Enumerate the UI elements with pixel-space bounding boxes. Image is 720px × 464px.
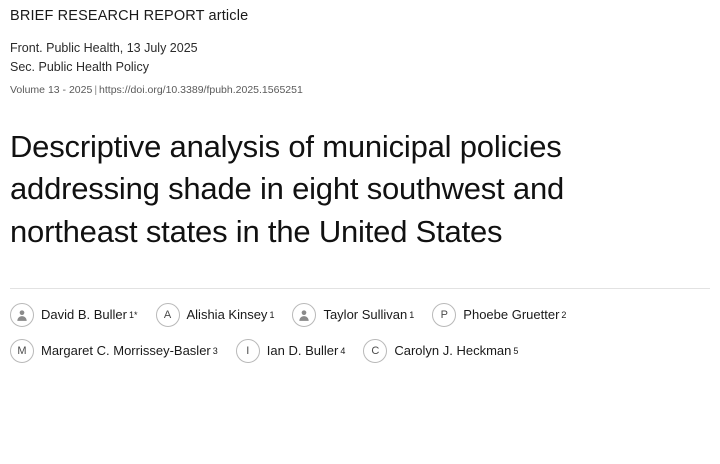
- avatar-initial: M: [10, 339, 34, 363]
- author-entry[interactable]: [10, 303, 138, 327]
- author-affiliation: 1: [409, 309, 415, 320]
- avatar-initial: I: [236, 339, 260, 363]
- journal-section-line: Sec. Public Health Policy: [10, 60, 149, 75]
- author-affiliation: 4: [340, 345, 346, 356]
- avatar-initial: A: [156, 303, 180, 327]
- article-type-label: BRIEF RESEARCH REPORT article: [10, 8, 249, 24]
- author-affiliation: 5: [513, 345, 519, 356]
- author-name: Margaret C. Morrissey-Basler: [41, 343, 211, 359]
- person-icon: [292, 303, 316, 327]
- avatar-initial: C: [363, 339, 387, 363]
- doi-link[interactable]: https://doi.org/10.3389/fpubh.2025.1565251: [99, 83, 303, 96]
- author-entry[interactable]: [292, 303, 414, 327]
- author-name: Carolyn J. Heckman: [394, 343, 512, 359]
- volume-label: Volume 13 - 2025: [10, 83, 93, 96]
- author-entry[interactable]: [363, 339, 518, 363]
- author-name: Alishia Kinsey: [186, 307, 268, 323]
- author-affiliation: 3: [212, 345, 218, 356]
- avatar-initial: P: [432, 303, 456, 327]
- author-name: Taylor Sullivan: [323, 307, 408, 323]
- author-entry[interactable]: [10, 339, 218, 363]
- journal-publication-line: Front. Public Health, 13 July 2025: [10, 41, 198, 56]
- author-affiliation: 2: [561, 309, 567, 320]
- author-entry[interactable]: [432, 303, 566, 327]
- author-entry[interactable]: [236, 339, 346, 363]
- author-list: [10, 303, 710, 375]
- author-affiliation: 1*: [128, 309, 138, 320]
- author-name: Ian D. Buller: [266, 343, 339, 359]
- author-name: Phoebe Gruetter: [463, 307, 560, 323]
- author-name: David B. Buller: [41, 307, 127, 323]
- page-title: Descriptive analysis of municipal policies addressing shade in eight southwest and northeast states in the United States: [10, 128, 565, 250]
- volume-doi-separator: |: [94, 83, 98, 96]
- volume-doi-line: [10, 83, 710, 98]
- author-affiliation: 1: [269, 309, 275, 320]
- author-entry[interactable]: [156, 303, 275, 327]
- person-icon: [10, 303, 34, 327]
- header-divider: [10, 288, 710, 289]
